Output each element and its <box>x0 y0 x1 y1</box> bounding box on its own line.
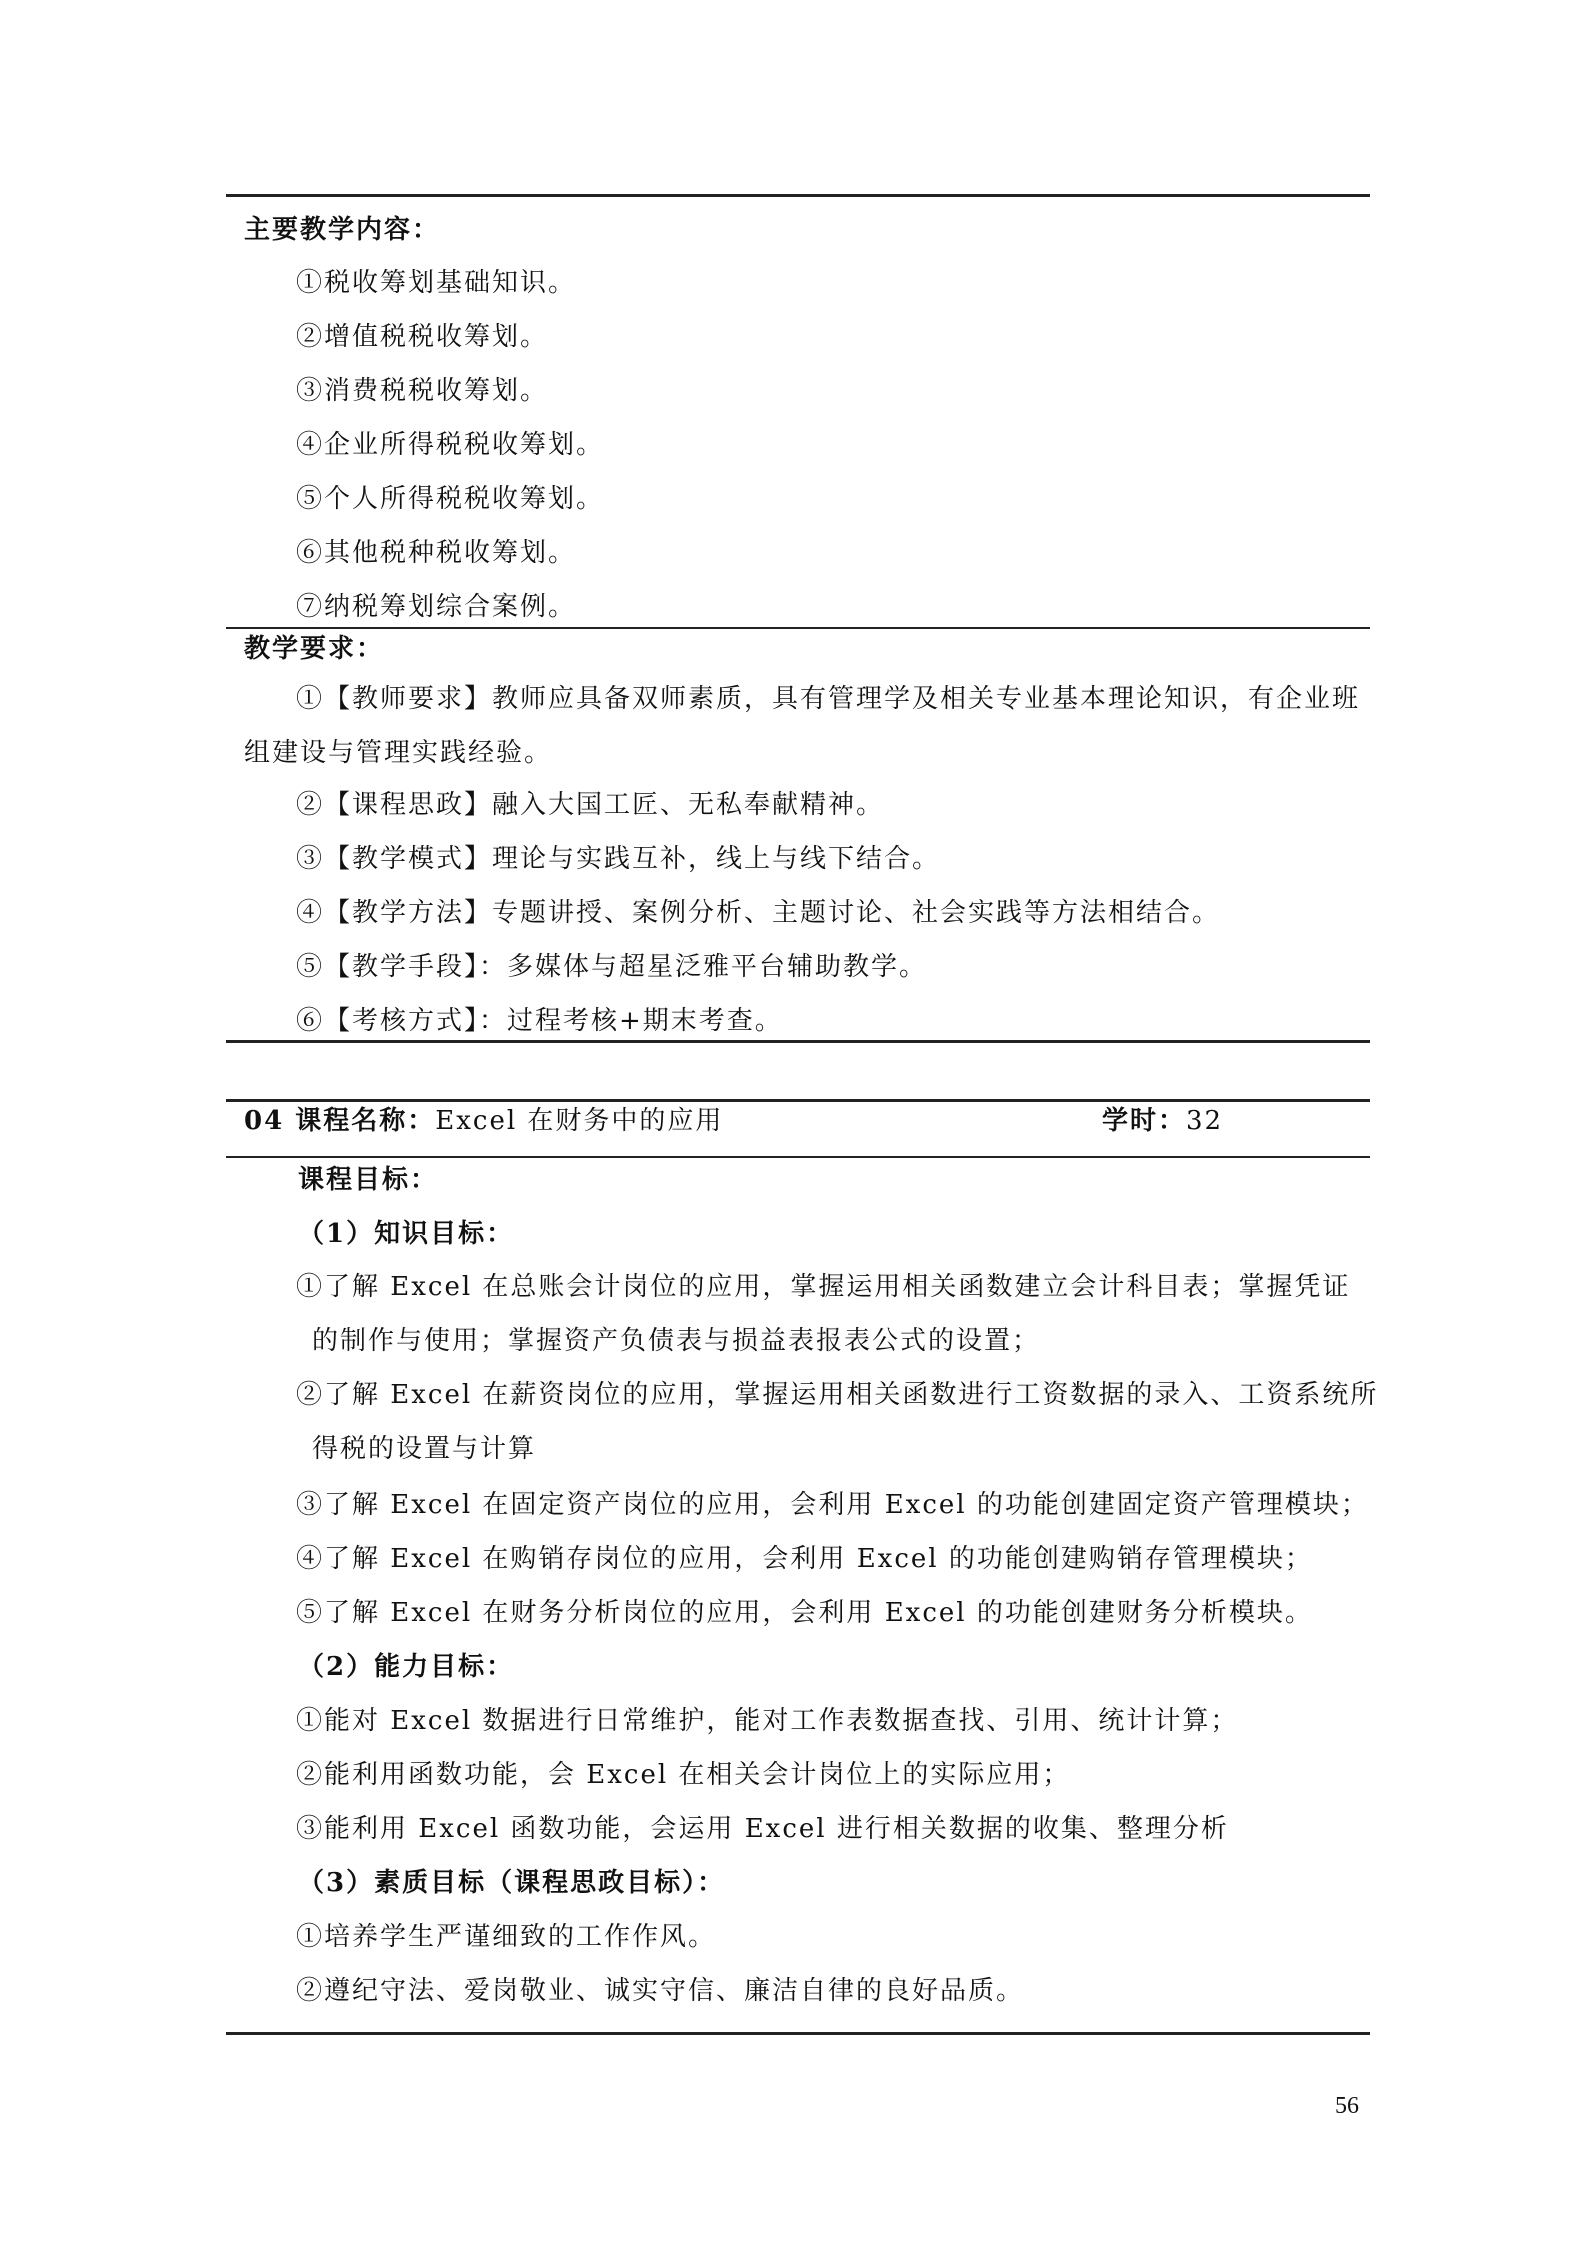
course-title-divider <box>226 1156 1370 1158</box>
requirement-item: ②【课程思政】融入大国工匠、无私奉献精神。 <box>296 790 885 820</box>
course-goals-heading: 课程目标： <box>298 1165 439 1195</box>
requirement-item-continuation: 组建设与管理实践经验。 <box>244 738 553 768</box>
course-hours-label: 学时： <box>1102 1106 1187 1136</box>
ability-goal-item: ③能利用 Excel 函数功能，会运用 Excel 进行相关数据的收集、整理分析 <box>296 1814 1229 1844</box>
content-heading: 主要教学内容： <box>244 215 441 245</box>
ability-goal-item: ①能对 Excel 数据进行日常维护，能对工作表数据查找、引用、统计计算； <box>296 1706 1239 1736</box>
requirement-item: ①【教师要求】教师应具备双师素质，具有管理学及相关专业基本理论知识，有企业班 <box>296 684 1361 714</box>
knowledge-goal-item-continuation: 得税的设置与计算 <box>312 1434 537 1464</box>
content-item: ⑦纳税筹划综合案例。 <box>296 592 577 622</box>
content-item: ①税收筹划基础知识。 <box>296 268 577 298</box>
knowledge-goal-item: ①了解 Excel 在总账会计岗位的应用，掌握运用相关函数建立会计科目表；掌握凭证 <box>296 1272 1351 1302</box>
requirement-item: ⑤【教学手段】：多媒体与超星泛雅平台辅助教学。 <box>296 952 928 982</box>
content-item: ③消费税税收筹划。 <box>296 376 549 406</box>
course-table-top-border <box>226 1099 1370 1102</box>
quality-goal-item: ②遵纪守法、爱岗敬业、诚实守信、廉洁自律的良好品质。 <box>296 1976 1025 2006</box>
requirements-heading: 教学要求： <box>244 634 385 664</box>
course-hours-value: 32 <box>1186 1106 1224 1136</box>
content-item: ②增值税税收筹划。 <box>296 322 549 352</box>
quality-goals-heading: （3）素质目标（课程思政目标）： <box>298 1868 726 1898</box>
knowledge-goal-item: ⑤了解 Excel 在财务分析岗位的应用，会利用 Excel 的功能创建财务分析模块。 <box>296 1598 1313 1628</box>
content-item: ⑤个人所得税税收筹划。 <box>296 484 605 514</box>
knowledge-goal-item: ②了解 Excel 在薪资岗位的应用，掌握运用相关函数进行工资数据的录入、工资系统所 <box>296 1380 1379 1410</box>
requirement-item: ④【教学方法】专题讲授、案例分析、主题讨论、社会实践等方法相结合。 <box>296 898 1221 928</box>
course-name: Excel 在财务中的应用 <box>435 1106 724 1136</box>
requirement-item: ③【教学模式】理论与实践互补，线上与线下结合。 <box>296 844 941 874</box>
course-title-row <box>244 1104 723 1138</box>
ability-goals-heading: （2）能力目标： <box>298 1652 515 1682</box>
table-bottom-border <box>226 1040 1370 1043</box>
knowledge-goals-heading: （1）知识目标： <box>298 1219 515 1249</box>
course-number-label: 04 课程名称： <box>244 1106 436 1136</box>
content-item: ⑥其他税种税收筹划。 <box>296 538 577 568</box>
course-hours <box>1102 1104 1223 1138</box>
content-item: ④企业所得税税收筹划。 <box>296 430 605 460</box>
section-divider <box>226 627 1370 629</box>
knowledge-goal-item-continuation: 的制作与使用；掌握资产负债表与损益表报表公式的设置； <box>312 1326 1041 1356</box>
requirement-item: ⑥【考核方式】：过程考核+期末考查。 <box>296 1006 783 1036</box>
ability-goal-item: ②能利用函数功能，会 Excel 在相关会计岗位上的实际应用； <box>296 1760 1071 1790</box>
table-top-border <box>226 194 1370 197</box>
page-number: 56 <box>1335 2093 1359 2119</box>
knowledge-goal-item: ④了解 Excel 在购销存岗位的应用，会利用 Excel 的功能创建购销存管理模块； <box>296 1544 1313 1574</box>
course-table-bottom-border <box>226 2032 1370 2035</box>
knowledge-goal-item: ③了解 Excel 在固定资产岗位的应用，会利用 Excel 的功能创建固定资产管理模块； <box>296 1490 1369 1520</box>
quality-goal-item: ①培养学生严谨细致的工作作风。 <box>296 1922 717 1952</box>
